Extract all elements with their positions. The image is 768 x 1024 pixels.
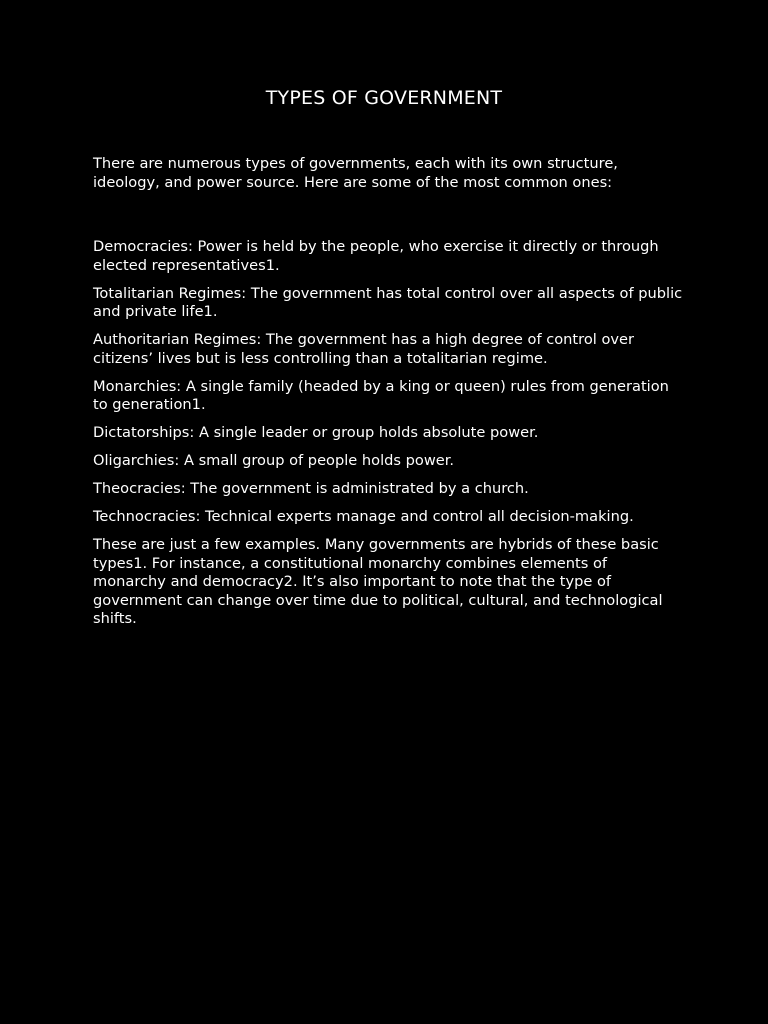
document-body	[93, 155, 683, 629]
document-title: TYPES OF GOVERNMENT	[265, 87, 503, 109]
conclusion-paragraph: These are just a few examples. Many governments are hybrids of these basic types1. For instance, a constitutional monarchy combines elements of monarchy and democracy2. It’s also important to note that the type of government can change over time due to political, cultural, and technological shifts.	[93, 536, 663, 627]
government-type-dictatorships: Dictatorships: A single leader or group holds absolute power.	[93, 424, 539, 441]
government-type-totalitarian: Totalitarian Regimes: The government has total control over all aspects of public and private life1.	[93, 284, 683, 320]
government-type-monarchies: Monarchies: A single family (headed by a king or queen) rules from generation to generation1.	[93, 377, 669, 413]
intro-paragraph: There are numerous types of governments, each with its own structure, ideology, and power source. Here are some of the most common ones:	[93, 155, 618, 191]
government-type-theocracies: Theocracies: The government is administrated by a church.	[93, 480, 529, 497]
government-type-authoritarian: Authoritarian Regimes: The government has a high degree of control over citizens’ lives but is less controlling than a totalitarian regime.	[93, 331, 634, 367]
government-type-technocracies: Technocracies: Technical experts manage and control all decision-making.	[93, 508, 634, 525]
government-type-democracies: Democracies: Power is held by the people, who exercise it directly or through elected representatives1.	[93, 238, 659, 274]
government-type-oligarchies: Oligarchies: A small group of people holds power.	[93, 452, 455, 469]
